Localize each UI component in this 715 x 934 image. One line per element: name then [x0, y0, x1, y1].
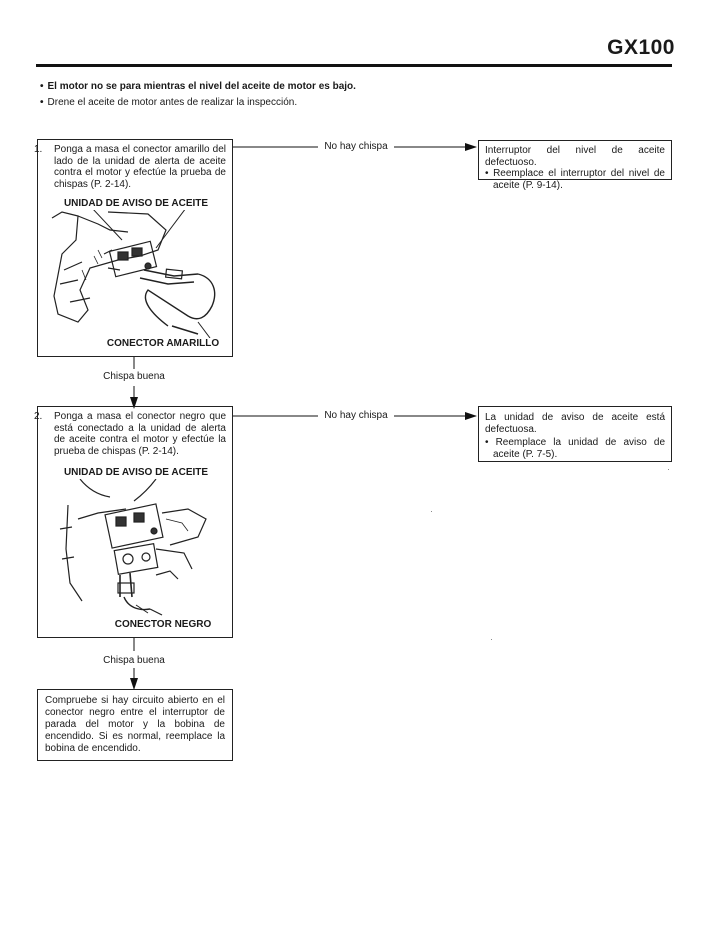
figure-bottom-label-1: CONECTOR AMARILLO [106, 338, 220, 349]
step-text-1 [34, 140, 232, 190]
branch-label-1: No hay chispa [324, 141, 388, 152]
scan-speck: · [430, 506, 433, 516]
step-box-1 [34, 139, 233, 357]
figure-oil-alert-yellow [48, 210, 224, 338]
step-instruction: Ponga a masa el conector amarillo del lado de la unidad de alerta de aceite contra el motor y efectúe la prueba de chispas (P. 2-14). [54, 144, 226, 190]
step-number: 1. [34, 144, 43, 155]
step-instruction: Ponga a masa el conector negro que está conectado a la unidad de alerta de aceite contra el motor y efectúe la prueba de chispas (P. 2-14). [54, 411, 226, 457]
bullet: • [40, 81, 44, 92]
branch-label-2: No hay chispa [324, 410, 388, 421]
result-line: Interruptor del nivel de aceite defectuoso. [485, 145, 665, 168]
result-box-2 [478, 406, 672, 462]
figure-top-label-2: UNIDAD DE AVISO DE ACEITE [63, 467, 209, 478]
note-text: Drene el aceite de motor antes de realizar la inspección. [47, 97, 298, 108]
final-step-text: Compruebe si hay circuito abierto en el conector negro entre el interruptor de parada del motor y la bobina de encendido. Si es normal, reemplace la bobina de encendido. [45, 695, 225, 754]
result-line: • Reemplace el interruptor del nivel de aceite (P. 9-14). [485, 168, 665, 191]
note-text: El motor no se para mientras el nivel del aceite de motor es bajo. [47, 81, 356, 92]
step-number: 2. [34, 411, 43, 422]
scan-speck: · [490, 634, 493, 644]
result-box-1 [478, 140, 672, 191]
result-line: • Reemplace la unidad de aviso de aceite (P. 7-5). [485, 437, 665, 460]
bullet: • [40, 97, 44, 108]
model-title: GX100 [607, 36, 675, 59]
final-step-box [37, 689, 233, 761]
figure-oil-alert-black [58, 479, 218, 619]
step-box-2 [34, 406, 233, 638]
step-text-2 [34, 407, 232, 457]
figure-bottom-label-2: CONECTOR NEGRO [114, 619, 212, 630]
next-label-1: Chispa buena [103, 371, 165, 382]
scan-speck: · [667, 464, 670, 474]
next-label-2: Chispa buena [103, 655, 165, 666]
result-line: La unidad de aviso de aceite está defectuosa. [485, 412, 665, 435]
figure-top-label-1: UNIDAD DE AVISO DE ACEITE [63, 198, 209, 209]
